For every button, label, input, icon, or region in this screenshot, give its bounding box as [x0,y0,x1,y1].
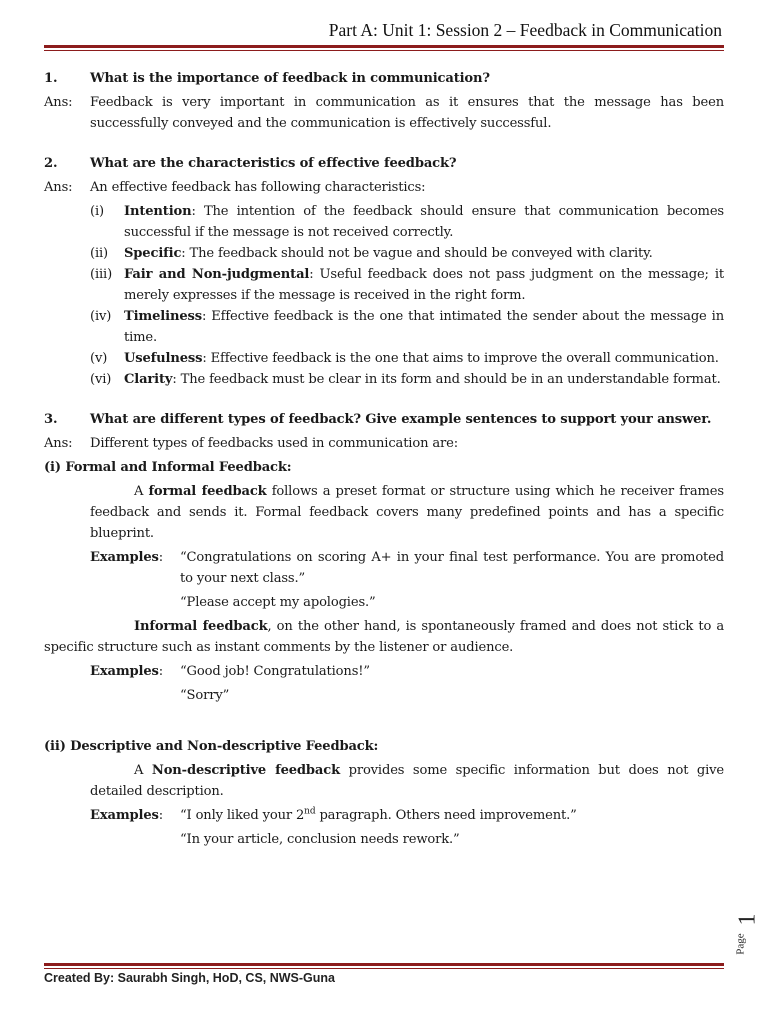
question-number: 2. [44,156,58,171]
answer-2 [44,177,724,198]
examples-informal: Examples: “Good job! Congratulations!” [90,664,370,679]
list-item: (iv) Timeliness: Effective feedback is the one that intimated the sender about the message in time. [90,309,724,345]
question-text: What are the characteristics of effective feedback? [90,156,457,171]
answer-1 [44,92,724,134]
examples-nondescriptive: Examples: “I only liked your 2nd paragraph. Others need improvement.” [90,806,577,823]
example-text: “Sorry” [180,688,230,703]
paragraph-formal: A formal feedback follows a preset format or structure using which he receiver frames feedback and sends it. Formal feedback covers many predefined points and has a specific blueprint. [90,484,724,541]
list-item: (v) Usefulness: Effective feedback is the one that aims to improve the overall communication. [90,351,719,366]
page-number-label [734,910,764,960]
question-text: What is the importance of feedback in communication? [90,71,490,86]
question-number: 3. [44,412,58,427]
page-word: Page [734,933,747,955]
answer-text: An effective feedback has following characteristics: [90,180,426,195]
example-text: “Please accept my apologies.” [180,595,376,610]
document-body [44,68,724,850]
paragraph-informal: Informal feedback, on the other hand, is spontaneously framed and does not stick to a specific structure such as instant comments by the listener or audience. [44,619,724,655]
characteristics-list [90,201,724,390]
footer-credit: Created By: Saurabh Singh, HoD, CS, NWS-Guna [44,971,335,985]
list-item: (ii) Specific: The feedback should not be vague and should be conveyed with clarity. [90,246,653,261]
question-1 [44,68,724,89]
examples-formal: Examples: “Congratulations on scoring A+ in your final test performance. You are promoted to your next class.” [90,550,724,586]
question-3 [44,409,724,430]
footer-rule [44,963,724,969]
answer-text: Feedback is very important in communication as it ensures that the message has been successfully conveyed and the communication is effectively successful. [90,95,724,131]
example-text: “In your article, conclusion needs rework.” [180,832,460,847]
answer-text: Different types of feedbacks used in communication are: [90,436,458,451]
answer-label: Ans: [44,436,73,451]
page-number: 1 [734,913,761,926]
question-number: 1. [44,71,58,86]
section-heading-formal: (i) Formal and Informal Feedback: [44,460,292,475]
paragraph-nondescriptive: A Non-descriptive feedback provides some specific information but does not give detailed description. [90,763,725,799]
list-item: (i) Intention: The intention of the feedback should ensure that communication becomes successful if the message is not received correctly. [90,204,724,240]
answer-3 [44,433,724,454]
page-header-title: Part A: Unit 1: Session 2 – Feedback in Communication [328,20,722,40]
answer-label: Ans: [44,95,73,110]
list-item: (vi) Clarity: The feedback must be clear in its form and should be in an understandable format. [90,372,721,387]
section-heading-descriptive: (ii) Descriptive and Non-descriptive Feedback: [44,739,379,754]
question-text: What are different types of feedback? Give example sentences to support your answer. [90,412,712,427]
list-item: (iii) Fair and Non-judgmental: Useful feedback does not pass judgment on the message; it merely expresses if the message is received in the right form. [90,267,724,303]
question-2 [44,153,724,174]
answer-label: Ans: [44,180,73,195]
header-rule [44,45,724,51]
